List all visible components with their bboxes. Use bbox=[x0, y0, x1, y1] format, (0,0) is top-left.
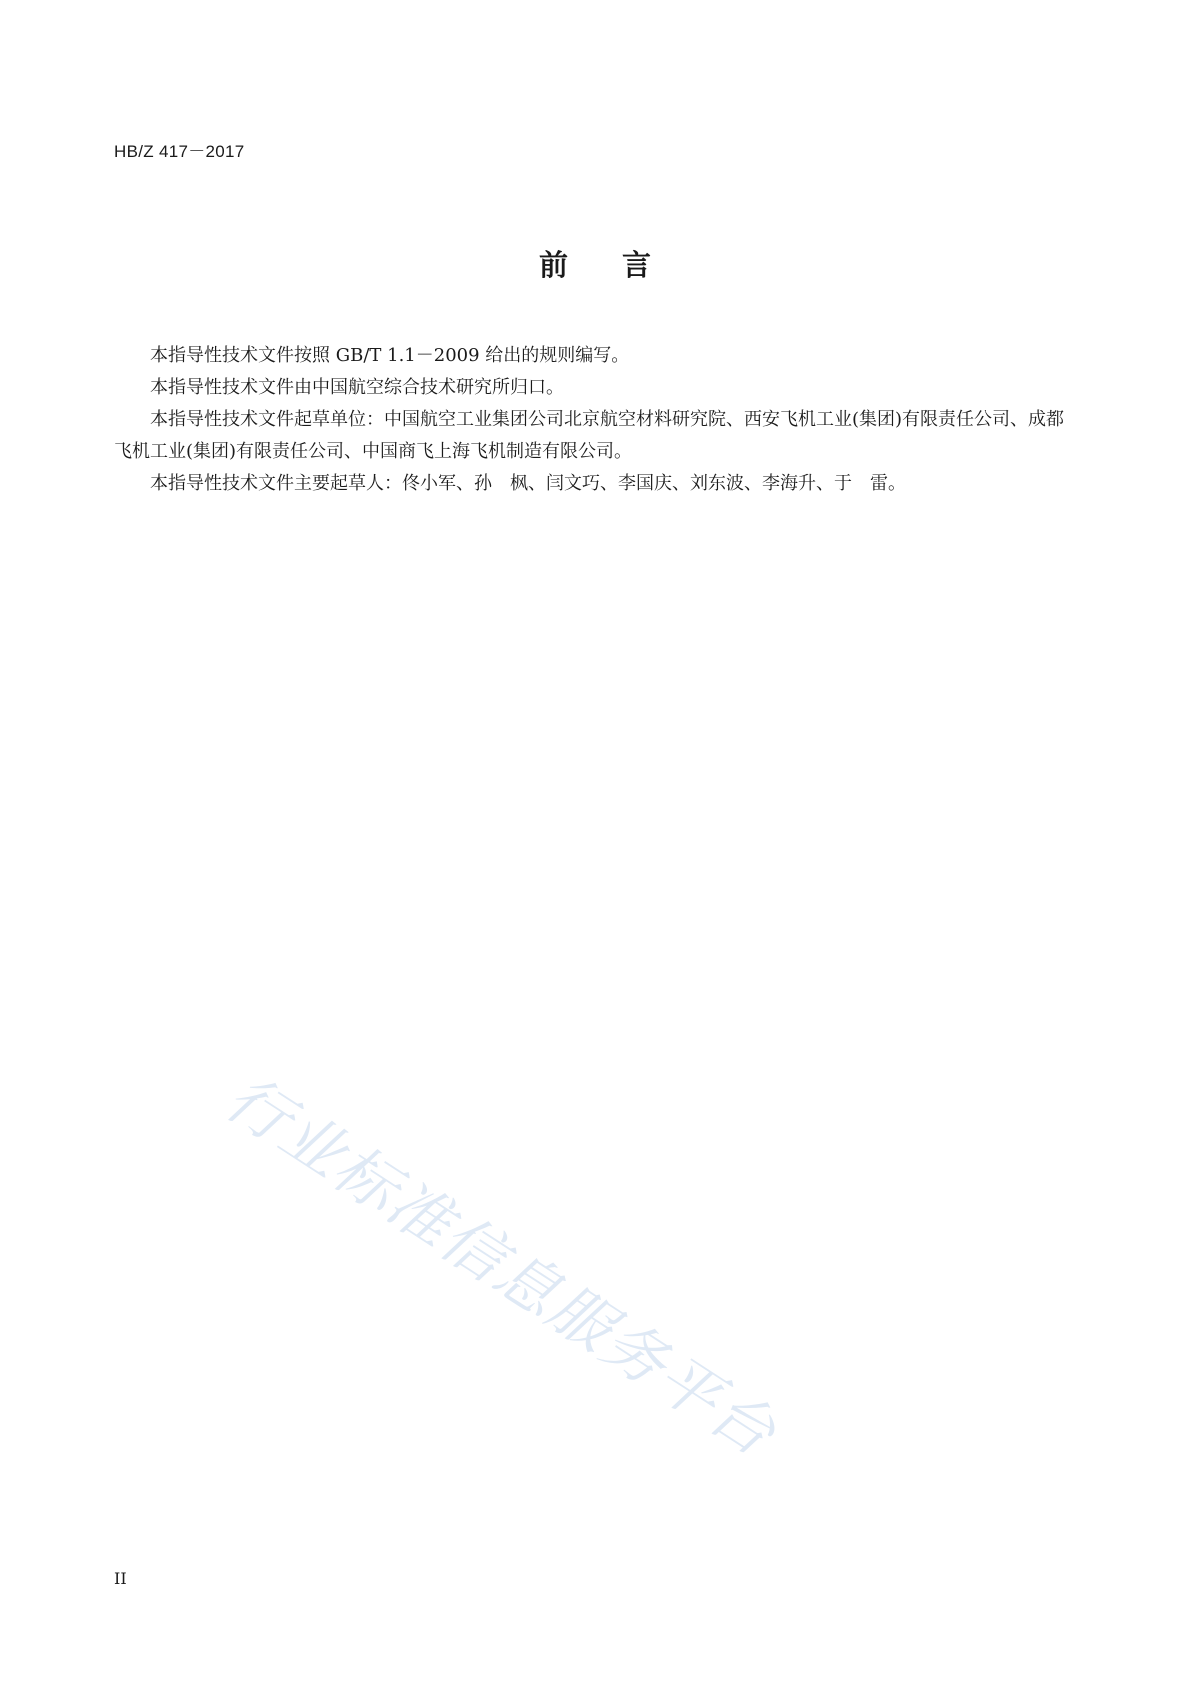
standard-code: HB/Z 417－2017 bbox=[114, 142, 245, 161]
paragraph-drafting-rules: 本指导性技术文件按照 GB/T 1.1－2009 给出的规则编写。 bbox=[150, 345, 630, 366]
paragraph-drafters: 本指导性技术文件主要起草人：佟小军、孙 枫、闫文巧、李国庆、刘东波、李海升、于 雷。 bbox=[150, 473, 906, 494]
paragraph-responsible-unit: 本指导性技术文件由中国航空综合技术研究所归口。 bbox=[150, 377, 564, 398]
page-number: II bbox=[114, 1569, 127, 1588]
foreword-body bbox=[114, 340, 1066, 500]
page-title: 前言 bbox=[538, 248, 705, 282]
paragraph-drafting-units: 本指导性技术文件起草单位：中国航空工业集团公司北京航空材料研究院、西安飞机工业(集团)有限责任公司、成都飞机工业(集团)有限责任公司、中国商飞上海飞机制造有限公司。 bbox=[114, 409, 1065, 462]
watermark: 行业标准信息服务平台 bbox=[213, 1060, 790, 1471]
